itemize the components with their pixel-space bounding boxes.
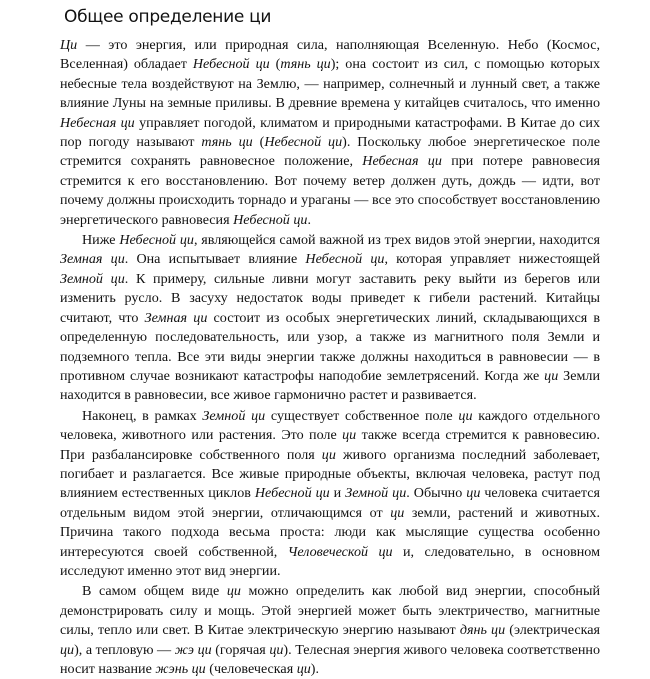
italic-term: дянь ци bbox=[459, 622, 506, 639]
italic-term: Человеческой ци bbox=[287, 543, 393, 560]
italic-term: ци bbox=[321, 446, 336, 463]
italic-term: ци bbox=[269, 641, 284, 658]
italic-term: Земная ци bbox=[60, 251, 125, 268]
paragraph-3: Наконец, в рамках Земной ци существует собственное поле ци каждого отдельного человека, животного или растения. Это поле ци также всегда стремится к равновесию. При разбалансировке собственного поля ци живого организма последний заболевает, погибает и разлагается. Все живые природные объекты, включая человека, растут под влиянием естественных циклов Небесной ци и Земной ци. Обычно ци человека считается отдельным видом этой энергии, отличающимся от ци земли, растений и животных. Причина такого подхода весьма проста: люди как мыслящие существа особенно интересуются своей собственной, Человеческой ци и, следовательно, в основном исследуют именно этот вид энергии. bbox=[60, 407, 601, 579]
italic-term: Небесная ци bbox=[362, 153, 442, 170]
italic-term: Небесной ци bbox=[192, 56, 270, 73]
paragraph-4: В самом общем виде ци можно определить как любой вид энергии, способный демонстрировать силу и мощь. Этой энергией может быть электричество, магнитные силы, тепло или свет. В Китае электрическую энергию называют дянь ци (электрическая ци), а тепловую — жэ ци (горячая ци). Телесная энергия живого человека соответственно носит название жэнь ци (человеческая ци). bbox=[60, 583, 600, 677]
italic-term: Небесной ци bbox=[264, 134, 343, 151]
italic-term: тянь ци bbox=[280, 56, 331, 73]
section-heading: Общее определение ци bbox=[64, 7, 272, 27]
italic-term: Земная ци bbox=[144, 309, 208, 326]
italic-term: ци bbox=[458, 407, 473, 424]
italic-term: тянь ци bbox=[201, 134, 253, 151]
italic-term: Земной ци bbox=[202, 407, 266, 424]
italic-term: жэнь ци bbox=[155, 661, 206, 677]
italic-term: Ци bbox=[60, 37, 78, 53]
italic-term: Небесной ци bbox=[305, 251, 385, 268]
italic-term: ци bbox=[296, 661, 311, 677]
italic-term: ци bbox=[226, 583, 241, 600]
italic-term: Небесной ци bbox=[254, 485, 330, 502]
italic-term: жэ ци bbox=[174, 641, 212, 658]
italic-term: ци bbox=[60, 641, 75, 658]
italic-term: Небесной ци bbox=[119, 232, 194, 249]
book-page bbox=[60, 6, 600, 679]
italic-term: ци bbox=[466, 485, 481, 502]
italic-term: Земной ци bbox=[345, 485, 407, 502]
italic-term: ци bbox=[544, 367, 559, 384]
italic-term: Небесная ци bbox=[60, 114, 135, 131]
paragraph-1: Ци — это энергия, или природная сила, наполняющая Вселенную. Небо (Космос, Вселенная) обладает Небесной ци (тянь ци); она состоит из сил, с помощью которых небесные тела воздействуют на Землю, — например, солнечный и лунный свет, а также влияние Луны на земные приливы. В древние времена у китайцев считалось, что именно Небесная ци управляет погодой, климатом и природными катастрофами. В Китае до сих пор погоду называют тянь ци (Небесной ци). Поскольку любое энергетическое поле стремится сохранять равновесное положение, Небесная ци при потере равновесия стремится к его восстановлению. Вот почему ветер должен дуть, дождь — идти, вот почему должны происходить торнадо и ураганы — все это способствует восстановлению энергетического равновесия Небесной ци. bbox=[60, 37, 601, 228]
paragraph-2: Ниже Небесной ци, являющейся самой важной из трех видов этой энергии, находится Земная ци. Она испытывает влияние Небесной ци, которая управляет нижестоящей Земной ци. К примеру, сильные ливни могут заставить реку выйти из берегов или изменить русло. В засуху недостаток воды приведет к гибели растений. Китайцы считают, что Земная ци состоит из особых энергетических линий, складывающихся в определенную последовательность, или узор, а также из магнитного поля Земли и подземного тепла. Все эти виды энергии также должны находиться в равновесии — в противном случае возникают катастрофы наподобие землетрясений. Когда же ци Земли находится в равновесии, все живое гармонично растет и развивается. bbox=[60, 232, 601, 404]
italic-term: ци bbox=[342, 427, 357, 444]
italic-term: Небесной ци bbox=[233, 211, 308, 228]
italic-term: Земной ци bbox=[60, 270, 125, 287]
italic-term: ци bbox=[390, 504, 405, 521]
